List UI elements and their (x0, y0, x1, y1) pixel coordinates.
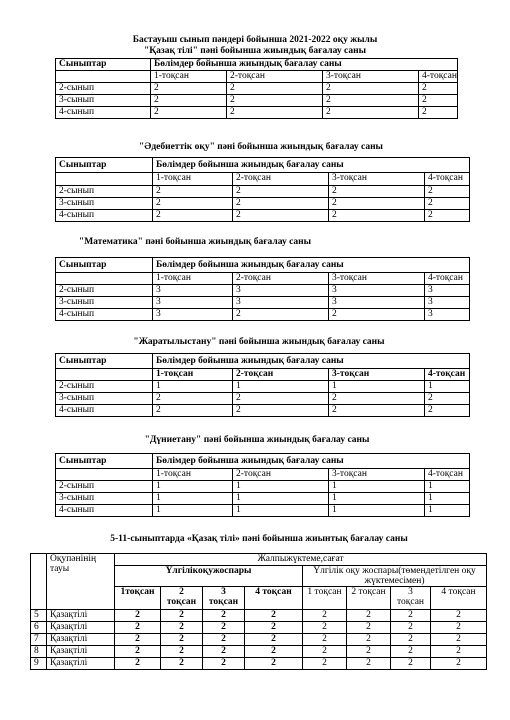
value-cell: 3 (153, 297, 233, 309)
value-cell: 2 (425, 393, 470, 405)
section-title-edebiettik: "Әдебиеттік оқу" пәні бойынша жиындық бағалау саны (139, 142, 383, 152)
value-cell: 3 (425, 285, 470, 297)
value-cell: 3 (425, 309, 470, 321)
value-cell: 2 (329, 309, 425, 321)
value-cell: 2 (419, 95, 458, 107)
header-q2: 2-тоқсан (227, 71, 323, 83)
table-row (56, 107, 458, 119)
table-row (56, 493, 470, 505)
value-cell: 2 (391, 610, 431, 622)
value-cell: 3 (329, 297, 425, 309)
class-cell: 3-сынып (56, 493, 153, 505)
value-cell: 2 (161, 658, 203, 670)
value-cell: 2 (391, 646, 431, 658)
value-cell: 2 (115, 622, 161, 634)
value-cell: 2 (329, 198, 425, 210)
table-row (31, 646, 487, 658)
grade-cell: 7 (31, 634, 47, 646)
header-reduced-q3: 3 тоқсан (391, 587, 431, 610)
value-cell: 2 (303, 610, 347, 622)
table-world (55, 453, 470, 517)
value-cell: 2 (227, 107, 323, 119)
header-q4: 4-тоқсан (425, 369, 470, 381)
value-cell: 2 (153, 198, 233, 210)
table-math (55, 257, 470, 321)
value-cell: 2 (151, 95, 227, 107)
class-cell: 2-сынып (56, 285, 153, 297)
table-row (31, 622, 487, 634)
header-model-q3: 3 тоқсан (203, 587, 245, 610)
value-cell: 1 (233, 493, 329, 505)
table-row (56, 505, 470, 517)
value-cell: 2 (203, 634, 245, 646)
header-q3: 3-тоқсан (329, 469, 425, 481)
value-cell: 1 (153, 505, 233, 517)
table-nature (55, 353, 470, 417)
table-row (31, 658, 487, 670)
table-row (31, 634, 487, 646)
value-cell: 2 (233, 393, 329, 405)
value-cell: 1 (233, 381, 329, 393)
header-q1: 1-тоқсан (151, 71, 227, 83)
value-cell: 2 (153, 393, 233, 405)
header-reduced-q2: 2 тоқсан (347, 587, 391, 610)
header-q3: 3-тоқсан (329, 273, 425, 285)
class-cell: 4-сынып (56, 405, 153, 417)
header-sections-count: Бөлімдер бойынша жиындық бағалау саны (153, 158, 470, 173)
value-cell: 1 (233, 481, 329, 493)
value-cell: 2 (233, 198, 329, 210)
value-cell: 2 (245, 646, 303, 658)
value-cell: 2 (303, 658, 347, 670)
header-classes: Сыныптар (56, 354, 153, 369)
header-q2: 2-тоқсан (233, 273, 329, 285)
value-cell: 2 (425, 405, 470, 417)
value-cell: 2 (153, 186, 233, 198)
table-row (56, 309, 470, 321)
header-model-plan-reduced: Үлгілік оқу жоспары(төмендетілген оқу жүктемесімен) (303, 566, 487, 587)
value-cell: 1 (153, 381, 233, 393)
value-cell: 2 (425, 210, 470, 222)
table-row (56, 381, 470, 393)
table-row (56, 393, 470, 405)
value-cell: 1 (153, 493, 233, 505)
class-cell: 4-сынып (56, 505, 153, 517)
header-q3: 3-тоқсан (329, 173, 425, 186)
value-cell: 3 (233, 297, 329, 309)
value-cell: 3 (153, 309, 233, 321)
class-cell: 3-сынып (56, 297, 153, 309)
value-cell: 2 (303, 634, 347, 646)
header-sections-count: Бөлімдер бойынша жиындық бағалау саны (153, 258, 470, 273)
class-cell: 2-сынып (56, 83, 151, 95)
value-cell: 1 (233, 505, 329, 517)
value-cell: 2 (419, 107, 458, 119)
section-title-world: "Дүниетану" пәні бойынша жиындық бағалау саны (144, 435, 370, 445)
class-cell: 3-сынып (56, 95, 151, 107)
page-title: Бастауыш сынып пәндері бойынша 2021-2022 оқу жылы (132, 35, 378, 45)
class-cell: 4-сынып (56, 107, 151, 119)
value-cell: 1 (329, 493, 425, 505)
value-cell: 2 (425, 186, 470, 198)
table-senior (30, 553, 487, 670)
value-cell: 2 (323, 107, 419, 119)
subject-cell: Қазақтілі (47, 658, 115, 670)
section-title-nature: "Жаратылыстану" пәні бойынша жиындық бағалау саны (133, 337, 385, 347)
header-reduced-q1: 1 тоқсан (303, 587, 347, 610)
value-cell: 2 (391, 634, 431, 646)
grade-cell: 5 (31, 610, 47, 622)
value-cell: 2 (161, 634, 203, 646)
value-cell: 2 (115, 646, 161, 658)
value-cell: 2 (347, 646, 391, 658)
header-sections-count: Бөлімдер бойынша жиындық бағалау саны (151, 59, 458, 71)
table-row (56, 481, 470, 493)
value-cell: 2 (419, 83, 458, 95)
header-sections-count: Бөлімдер бойынша жиындық бағалау саны (153, 454, 470, 469)
table-row (56, 210, 470, 222)
section-title-kazakh: "Қазақ тілі" пәні бойынша жиындық бағалау саны (144, 46, 366, 56)
subject-cell: Қазақтілі (47, 610, 115, 622)
value-cell: 2 (227, 95, 323, 107)
value-cell: 2 (303, 646, 347, 658)
value-cell: 2 (329, 405, 425, 417)
header-model-q2: 2 тоқсан (161, 587, 203, 610)
header-q2: 2-тоқсан (233, 469, 329, 481)
value-cell: 2 (161, 646, 203, 658)
header-reduced-q4: 4 тоқсан (431, 587, 487, 610)
value-cell: 2 (329, 393, 425, 405)
value-cell: 2 (431, 646, 487, 658)
value-cell: 2 (227, 83, 323, 95)
table-edebiettik (55, 157, 470, 222)
header-q2: 2-тоқсан (233, 369, 329, 381)
class-cell: 4-сынып (56, 210, 153, 222)
value-cell: 2 (115, 658, 161, 670)
value-cell: 2 (391, 658, 431, 670)
value-cell: 2 (153, 210, 233, 222)
value-cell: 1 (425, 493, 470, 505)
table-row (56, 95, 458, 107)
value-cell: 2 (431, 622, 487, 634)
table-row (56, 297, 470, 309)
table-row (56, 285, 470, 297)
header-q2: 2-тоқсан (233, 173, 329, 186)
value-cell: 2 (245, 622, 303, 634)
value-cell: 1 (425, 505, 470, 517)
class-cell: 2-сынып (56, 381, 153, 393)
value-cell: 2 (347, 622, 391, 634)
value-cell: 1 (329, 481, 425, 493)
grade-cell: 9 (31, 658, 47, 670)
value-cell: 2 (425, 198, 470, 210)
value-cell: 2 (347, 610, 391, 622)
value-cell: 2 (203, 646, 245, 658)
value-cell: 2 (245, 634, 303, 646)
header-q4: 4-тоқсан (425, 273, 470, 285)
header-q3: 3-тоқсан (329, 369, 425, 381)
value-cell: 2 (303, 622, 347, 634)
header-model-q1: 1тоқсан (115, 587, 161, 610)
value-cell: 2 (115, 610, 161, 622)
grade-cell: 6 (31, 622, 47, 634)
value-cell: 3 (153, 285, 233, 297)
table-row (56, 198, 470, 210)
value-cell: 2 (431, 634, 487, 646)
value-cell: 1 (425, 481, 470, 493)
table-kazakh (55, 58, 458, 119)
value-cell: 3 (329, 285, 425, 297)
header-model-plan: Үлгілікоқужоспары (115, 566, 303, 587)
value-cell: 2 (153, 405, 233, 417)
class-cell: 2-сынып (56, 186, 153, 198)
table-row (56, 83, 458, 95)
value-cell: 2 (151, 83, 227, 95)
header-q4: 4-тоқсан (425, 469, 470, 481)
table-row (31, 610, 487, 622)
value-cell: 2 (161, 622, 203, 634)
header-model-q4: 4 тоқсан (245, 587, 303, 610)
value-cell: 2 (347, 658, 391, 670)
class-cell: 3-сынып (56, 393, 153, 405)
section-title-senior: 5-11-сыныптарда «Қазақ тілі» пәні бойынша жиынтық бағалау саны (110, 534, 408, 544)
header-q4: 4-тоқсан (425, 173, 470, 186)
value-cell: 2 (203, 622, 245, 634)
value-cell: 2 (233, 186, 329, 198)
table-row (56, 405, 470, 417)
value-cell: 2 (245, 610, 303, 622)
value-cell: 2 (431, 658, 487, 670)
header-q1: 1-тоқсан (153, 369, 233, 381)
value-cell: 2 (233, 309, 329, 321)
subject-cell: Қазақтілі (47, 634, 115, 646)
value-cell: 3 (233, 285, 329, 297)
header-q1: 1-тоқсан (153, 469, 233, 481)
value-cell: 1 (329, 505, 425, 517)
table-row (56, 186, 470, 198)
header-q1: 1-тоқсан (153, 273, 233, 285)
header-classes: Сыныптар (56, 158, 153, 173)
class-cell: 3-сынып (56, 198, 153, 210)
value-cell: 2 (203, 658, 245, 670)
value-cell: 2 (115, 634, 161, 646)
header-q4: 4-тоқсан (419, 71, 458, 83)
header-classes: Сыныптар (56, 258, 153, 273)
value-cell: 1 (425, 381, 470, 393)
value-cell: 2 (233, 210, 329, 222)
header-sections-count: Бөлімдер бойынша жиындық бағалау саны (153, 354, 470, 369)
value-cell: 2 (323, 95, 419, 107)
value-cell: 2 (347, 634, 391, 646)
subject-cell: Қазақтілі (47, 622, 115, 634)
header-classes: Сыныптар (56, 59, 151, 71)
value-cell: 2 (391, 622, 431, 634)
value-cell: 1 (329, 381, 425, 393)
header-subject: Оқупәнінің тауы (47, 554, 115, 610)
value-cell: 2 (329, 186, 425, 198)
class-cell: 2-сынып (56, 481, 153, 493)
subject-cell: Қазақтілі (47, 646, 115, 658)
header-q1: 1-тоқсан (153, 173, 233, 186)
header-q3: 3-тоқсан (323, 71, 419, 83)
value-cell: 2 (233, 405, 329, 417)
value-cell: 2 (151, 107, 227, 119)
value-cell: 2 (245, 658, 303, 670)
value-cell: 2 (323, 83, 419, 95)
value-cell: 2 (329, 210, 425, 222)
value-cell: 2 (203, 610, 245, 622)
header-total-load: Жалпыжүктеме,сағат (115, 554, 487, 566)
value-cell: 2 (161, 610, 203, 622)
section-title-math: "Математика" пәні бойынша жиындық бағалау саны (78, 237, 312, 247)
value-cell: 3 (425, 297, 470, 309)
header-classes: Сыныптар (56, 454, 153, 469)
class-cell: 4-сынып (56, 309, 153, 321)
value-cell: 2 (431, 610, 487, 622)
grade-cell: 8 (31, 646, 47, 658)
value-cell: 1 (153, 481, 233, 493)
